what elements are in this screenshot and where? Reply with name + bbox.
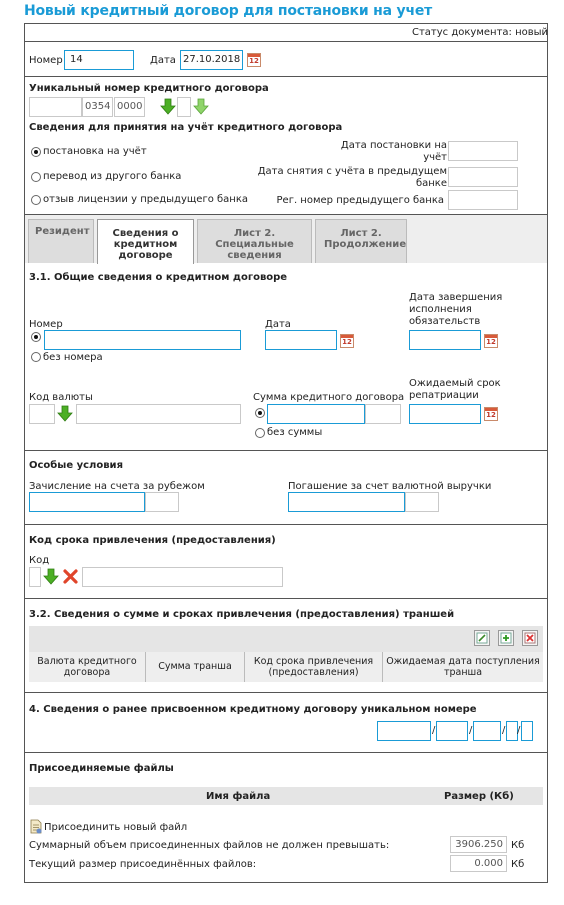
unique-part2-input[interactable]: 0354: [82, 97, 113, 117]
col-tranche-sum: Сумма транша: [158, 661, 232, 672]
no-number-label: без номера: [43, 352, 103, 363]
status-label: Статус документа: новый: [412, 27, 549, 38]
contract-sum-extra[interactable]: [365, 404, 401, 424]
arrow-down-icon[interactable]: [43, 568, 59, 585]
radio-register-label: постановка на учёт: [43, 146, 147, 157]
tab-special-info[interactable]: Лист 2. Специальные сведения: [197, 219, 312, 263]
radio-license-revoked[interactable]: [31, 195, 41, 205]
col-term-code: Код срока привлечения (предоставления): [253, 656, 374, 678]
prev-unique-part3[interactable]: [473, 721, 501, 741]
status-value: новый: [515, 27, 549, 38]
col-currency: Валюта кредитного договора: [37, 656, 137, 678]
date-label: Дата: [150, 55, 176, 66]
date-registration-input[interactable]: [448, 141, 518, 161]
section4-heading: 4. Сведения о ранее присвоенном кредитному договору уникальном номере: [29, 704, 477, 715]
col-file-size: Размер (Кб): [444, 791, 514, 802]
separator: /: [469, 725, 473, 736]
term-code-name-input[interactable]: [82, 567, 283, 587]
unique-part1-input[interactable]: [29, 97, 82, 117]
arrow-down-icon[interactable]: [160, 98, 176, 115]
current-size-value: 0.000: [450, 855, 507, 872]
calendar-icon[interactable]: 12: [484, 407, 498, 421]
radio-with-number[interactable]: [31, 332, 41, 342]
contract-date-label: Дата: [265, 319, 291, 330]
tab-continuation[interactable]: Лист 2. Продолжение: [315, 219, 407, 263]
date-input[interactable]: 27.10.2018: [180, 50, 243, 70]
date-deregistration-label: Дата снятия с учёта в предыдущем банке: [257, 166, 447, 189]
unique-part3-input[interactable]: 0000: [114, 97, 145, 117]
abroad-input[interactable]: [29, 492, 145, 512]
separator: /: [517, 725, 521, 736]
prev-bank-label: Рег. номер предыдущего банка: [276, 195, 444, 206]
radio-with-sum[interactable]: [255, 408, 265, 418]
contract-sum-label: Сумма кредитного договора: [253, 392, 405, 403]
prev-unique-part5[interactable]: [521, 721, 533, 741]
abroad-extra-input[interactable]: [145, 492, 179, 512]
attach-file-icon[interactable]: [29, 819, 43, 834]
prev-bank-input[interactable]: [448, 190, 518, 210]
add-row-icon[interactable]: [498, 630, 514, 646]
calendar-icon[interactable]: 12: [247, 53, 261, 67]
radio-register[interactable]: [31, 147, 41, 157]
term-code-heading: Код срока привлечения (предоставления): [29, 535, 276, 546]
no-sum-label: без суммы: [267, 427, 323, 438]
tab-credit-info[interactable]: Сведения о кредитном договоре: [97, 219, 194, 264]
prev-unique-part1[interactable]: [377, 721, 431, 741]
repay-label: Погашение за счет валютной выручки: [288, 481, 492, 492]
radio-no-number[interactable]: [31, 352, 41, 362]
attach-file-link[interactable]: Присоединить новый файл: [44, 822, 188, 833]
contract-sum-input[interactable]: [267, 404, 365, 424]
date-registration-label: Дата постановки на учёт: [340, 140, 447, 163]
tab-resident[interactable]: Резидент: [28, 219, 94, 263]
repatriation-input[interactable]: [409, 404, 481, 424]
term-code-input[interactable]: [29, 567, 41, 587]
current-size-label: Текущий размер присоединённых файлов:: [29, 859, 257, 870]
max-size-unit: Кб: [511, 840, 525, 851]
col-file-name: Имя файла: [206, 791, 271, 802]
currency-name-input[interactable]: [76, 404, 241, 424]
repay-input[interactable]: [288, 492, 405, 512]
arrow-down-icon[interactable]: [57, 405, 73, 422]
radio-no-sum[interactable]: [255, 428, 265, 438]
section31-heading: 3.1. Общие сведения о кредитном договоре: [29, 272, 288, 283]
prev-unique-part2[interactable]: [436, 721, 468, 741]
max-size-value: 3906.250: [450, 836, 507, 853]
radio-transfer[interactable]: [31, 172, 41, 182]
contract-date-input[interactable]: [265, 330, 337, 350]
col-expected-date: Ожидаемая дата поступления транша: [386, 656, 540, 678]
calendar-icon[interactable]: 12: [484, 334, 498, 348]
term-code-label: Код: [29, 555, 50, 566]
abroad-label: Зачисление на счета за рубежом: [29, 481, 205, 492]
number-label: Номер: [29, 55, 63, 66]
number-input[interactable]: 14: [64, 50, 134, 70]
currency-code-input[interactable]: [29, 404, 55, 424]
unique-number-heading: Уникальный номер кредитного договора: [29, 83, 269, 94]
current-size-unit: Кб: [511, 859, 525, 870]
radio-license-label: отзыв лицензии у предыдущего банка: [43, 194, 249, 205]
currency-code-label: Код валюты: [29, 392, 93, 403]
date-deregistration-input[interactable]: [448, 167, 518, 187]
arrow-down-icon[interactable]: [193, 98, 209, 115]
radio-transfer-label: перевод из другого банка: [43, 171, 182, 182]
separator: /: [502, 725, 506, 736]
special-conditions-heading: Особые условия: [29, 460, 123, 471]
section32-heading: 3.2. Сведения о сумме и сроках привлечения (предоставления) траншей: [29, 609, 455, 620]
end-date-label: Дата завершения исполнения обязательств: [409, 292, 503, 327]
end-date-input[interactable]: [409, 330, 481, 350]
repatriation-label: Ожидаемый срок репатриации: [409, 378, 501, 401]
clear-icon[interactable]: [63, 569, 78, 584]
registration-heading: Сведения для принятия на учёт кредитного договора: [29, 122, 343, 133]
contract-number-input[interactable]: [44, 330, 241, 350]
max-size-label: Суммарный объем присоединенных файлов не должен превышать:: [29, 840, 390, 851]
page-title: Новый кредитный договор для постановки на учет: [24, 3, 433, 19]
repay-extra-input[interactable]: [405, 492, 439, 512]
delete-row-icon[interactable]: [522, 630, 538, 646]
files-heading: Присоединяемые файлы: [29, 763, 174, 774]
unique-part4-input[interactable]: [177, 97, 191, 117]
separator: /: [432, 725, 436, 736]
edit-icon[interactable]: [474, 630, 490, 646]
contract-number-label: Номер: [29, 319, 63, 330]
calendar-icon[interactable]: 12: [340, 334, 354, 348]
